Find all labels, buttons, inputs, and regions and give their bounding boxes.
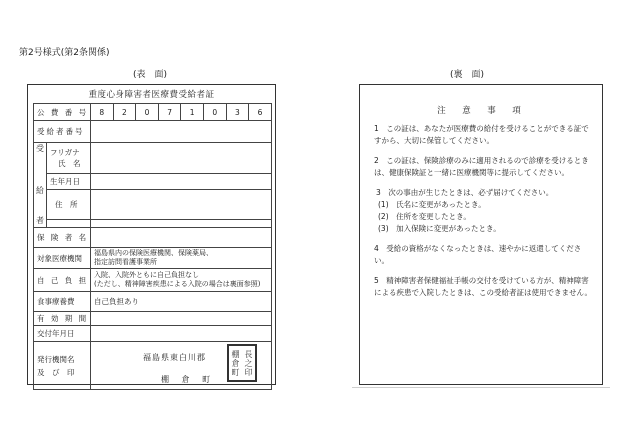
issuer-label: 発行機関名 及 び 印 xyxy=(34,342,91,390)
furigana-label: フリガナ xyxy=(50,147,80,157)
issue-date-label: 交付年月日 xyxy=(34,326,91,342)
valid-period-row xyxy=(34,312,272,326)
insurer-value xyxy=(91,228,272,248)
issuer-town: 棚 倉 町 xyxy=(161,375,216,384)
birthdate-value xyxy=(91,173,272,189)
recipient-spacer-row xyxy=(34,220,272,228)
recipient-info-table xyxy=(33,103,272,390)
public-number-label: 公 費 番 号 xyxy=(34,104,91,121)
recipient-number-label: 受給者番号 xyxy=(34,121,91,143)
back-side-label: (裏 面) xyxy=(450,70,485,80)
public-number-digit: 0 xyxy=(136,104,159,121)
front-card xyxy=(27,84,276,385)
page-divider xyxy=(352,387,610,388)
insurer-row xyxy=(34,228,272,248)
recipient-number-row xyxy=(34,121,272,143)
public-number-digit: 1 xyxy=(181,104,204,121)
issue-date-row xyxy=(34,326,272,342)
recipient-spacer-value xyxy=(91,220,272,228)
issuer-value xyxy=(91,342,272,390)
name-label: 氏 名 xyxy=(58,158,81,168)
issuer-prefecture: 福島県東白川郡 xyxy=(143,353,206,362)
front-side-label: (表 面) xyxy=(133,70,168,80)
institutions-label: 対象医療機関 xyxy=(34,248,91,269)
recipient-group-label: 受 給 者 xyxy=(34,143,47,228)
public-number-row xyxy=(34,104,272,121)
card-title: 重度心身障害者医療費受給者証 xyxy=(88,90,215,100)
institutions-value: 福島県内の保険医療機関、保険薬局、 指定訪問看護事業所 xyxy=(91,248,272,269)
notes-title: 注 意 事 項 xyxy=(437,106,525,116)
recipient-number-value xyxy=(91,121,272,143)
recipient-spacer-label xyxy=(47,220,91,228)
public-number-digit: 7 xyxy=(158,104,181,121)
note-5: 5 精神障害者保健福祉手帳の交付を受けている方が、精神障害による疾患で入院したときは、この受給者証は使用できません。 xyxy=(374,276,592,297)
form-number: 第2号様式(第2条関係) xyxy=(19,48,110,58)
public-number-digit: 2 xyxy=(113,104,136,121)
note-1: 1 この証は、あなたが医療費の給付を受けることができる証ですから、大切に保管してください。 xyxy=(374,124,589,145)
issue-date-value xyxy=(91,326,272,342)
public-number-digit: 3 xyxy=(226,104,249,121)
back-card xyxy=(359,84,603,385)
birthdate-label: 生年月日 xyxy=(47,173,91,189)
note-3-item: (3) 加入保険に変更があったとき。 xyxy=(378,224,501,233)
meal-cost-label: 食事療養費 xyxy=(34,292,91,312)
note-3-item: (1) 氏名に変更があったとき。 xyxy=(378,200,486,209)
note-2: 2 この証は、保険診療のみに適用されるので診療を受けるときは、健康保険証と一緒に医療機関等に提示してください。 xyxy=(374,156,589,177)
note-3: 3 次の事由が生じたときは、必ず届けてください。 xyxy=(376,188,554,197)
official-seal-stamp: 棚 長 倉 之 町 印 xyxy=(227,344,257,382)
public-number-digit: 0 xyxy=(203,104,226,121)
name-row xyxy=(34,143,272,174)
copay-value: 入院、入院外ともに自己負担なし (ただし、精神障害疾患による入院の場合は裏面参照) xyxy=(91,269,272,292)
meal-cost-row xyxy=(34,292,272,312)
name-label-cell xyxy=(47,143,91,174)
name-value xyxy=(91,143,272,174)
valid-period-label: 有 効 期 間 xyxy=(34,312,91,326)
note-3-item: (2) 住所を変更したとき。 xyxy=(378,212,471,221)
copay-label: 自 己 負 担 xyxy=(34,269,91,292)
notes-body xyxy=(374,123,592,307)
address-label: 住 所 xyxy=(47,189,91,220)
institutions-row xyxy=(34,248,272,269)
copay-row xyxy=(34,269,272,292)
public-number-digit: 8 xyxy=(91,104,114,121)
public-number-digit: 6 xyxy=(249,104,272,121)
insurer-label: 保 険 者 名 xyxy=(34,228,91,248)
note-4: 4 受給の資格がなくなったときは、速やかに返還してください。 xyxy=(374,244,582,265)
issuer-row xyxy=(34,342,272,390)
address-row xyxy=(34,189,272,220)
address-value xyxy=(91,189,272,220)
meal-cost-value: 自己負担あり xyxy=(91,292,272,312)
birthdate-row xyxy=(34,173,272,189)
valid-period-value xyxy=(91,312,272,326)
